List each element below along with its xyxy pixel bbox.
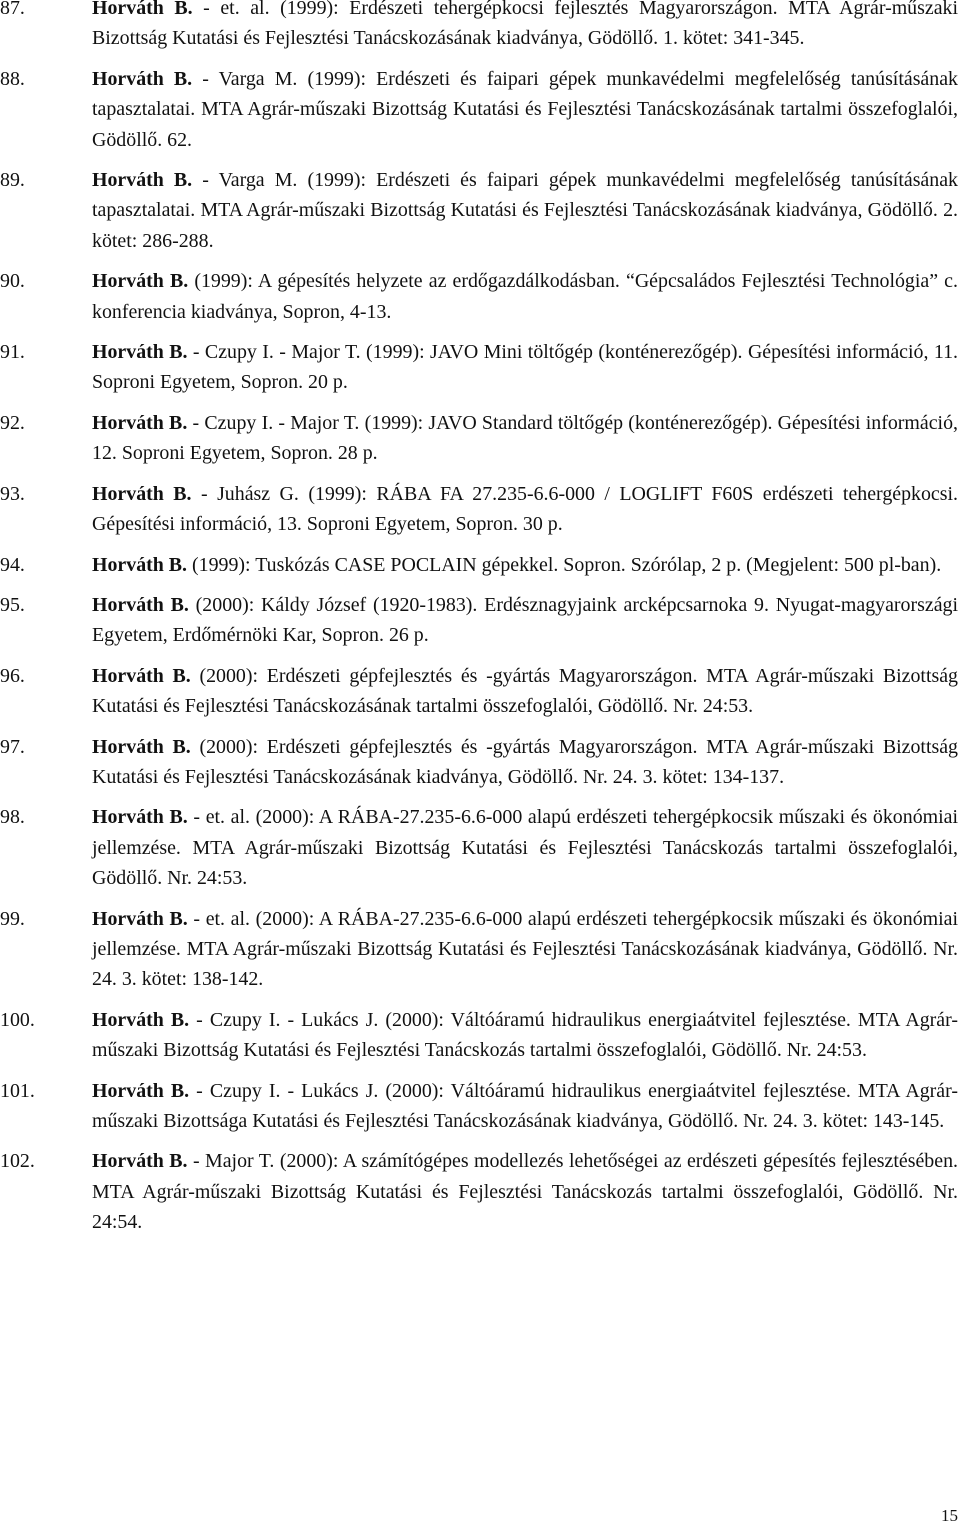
reference-author: Horváth B. (92, 169, 193, 192)
reference-item (0, 1005, 958, 1066)
reference-number: 98. (0, 806, 25, 829)
reference-author: Horváth B. (92, 1008, 190, 1031)
reference-text: - Czupy I. - Lukács J. (2000): Váltóáramú hidraulikus energiaátvitel fejlesztése. MTA Agrár-műszaki Bizottság Kutatási és Fejlesztési Tanácskozás tartalmi összefoglalói, Gödöllő. Nr. 24:53. (92, 1008, 958, 1062)
reference-author: Horváth B. (92, 341, 188, 364)
reference-author: Horváth B. (92, 907, 188, 930)
reference-number: 89. (0, 169, 25, 192)
reference-number: 97. (0, 735, 25, 758)
reference-author: Horváth B. (92, 0, 193, 19)
reference-number: 88. (0, 67, 25, 90)
reference-author: Horváth B. (92, 482, 192, 505)
reference-text: - Juhász G. (1999): RÁBA FA 27.235-6.6-000 / LOGLIFT F60S erdészeti tehergépkocsi. Gépesítési információ, 13. Soproni Egyetem, Sopron. 30 p. (92, 482, 959, 536)
reference-text: - Czupy I. - Major T. (1999): JAVO Standard töltőgép (konténerezőgép). Gépesítési információ, 12. Soproni Egyetem, Sopron. 28 p. (92, 411, 958, 465)
reference-number: 99. (0, 907, 25, 930)
reference-item (0, 266, 958, 327)
reference-item (0, 590, 958, 651)
reference-number: 90. (0, 270, 25, 293)
reference-author: Horváth B. (92, 593, 189, 616)
reference-item (0, 904, 958, 995)
page-number: 15 (941, 1506, 958, 1525)
reference-item (0, 802, 958, 893)
reference-author: Horváth B. (92, 270, 189, 293)
reference-number: 95. (0, 593, 25, 616)
reference-item (0, 1146, 958, 1237)
reference-number: 92. (0, 411, 25, 434)
reference-text: (2000): Káldy József (1920-1983). Erdésznagyjaink arcképcsarnoka 9. Nyugat-magyarországi Egyetem, Erdőmérnöki Kar, Sopron. 26 p. (92, 593, 958, 647)
reference-text: (2000): Erdészeti gépfejlesztés és -gyártás Magyarországon. MTA Agrár-műszaki Bizottság Kutatási és Fejlesztési Tanácskozásának tartalmi összefoglalói, Gödöllő. Nr. 24:53. (92, 664, 958, 718)
reference-item (0, 550, 958, 580)
reference-author: Horváth B. (92, 735, 191, 758)
reference-author: Horváth B. (92, 1079, 190, 1102)
reference-item (0, 661, 958, 722)
reference-number: 87. (0, 0, 25, 19)
reference-text: - Varga M. (1999): Erdészeti és faipari gépek munkavédelmi megfelelőség tanúsításának tapasztalatai. MTA Agrár-műszaki Bizottság Kutatási és Fejlesztési Tanácskozásának tartalmi összefoglalói, Gödöllő. 62. (92, 67, 958, 151)
reference-number: 101. (0, 1079, 35, 1102)
reference-author: Horváth B. (92, 67, 193, 90)
reference-author: Horváth B. (92, 411, 188, 434)
reference-author: Horváth B. (92, 806, 188, 829)
reference-text: - et. al. (2000): A RÁBA-27.235-6.6-000 alapú erdészeti tehergépkocsik műszaki és ökonómiai jellemzése. MTA Agrár-műszaki Bizottság Kutatási és Fejlesztési Tanácskozás tartalmi összefoglalói, Gödöllő. Nr. 24:53. (92, 806, 958, 890)
reference-number: 94. (0, 553, 25, 576)
reference-text: - Czupy I. - Lukács J. (2000): Váltóáramú hidraulikus energiaátvitel fejlesztése. MTA Agrár-műszaki Bizottsága Kutatási és Fejlesztési Tanácskozásának kiadványa, Gödöllő. Nr. 24. 3. kötet: 143-145. (92, 1079, 958, 1132)
reference-text: - et. al. (2000): A RÁBA-27.235-6.6-000 alapú erdészeti tehergépkocsik műszaki és ökonómiai jellemzése. MTA Agrár-műszaki Bizottság Kutatási és Fejlesztési Tanácskozásának kiadványa, Gödöllő. Nr. 24. 3. kötet: 138-142. (92, 907, 958, 991)
reference-author: Horváth B. (92, 664, 191, 687)
reference-item (0, 479, 958, 540)
reference-number: 102. (0, 1150, 35, 1173)
reference-text: - Czupy I. - Major T. (1999): JAVO Mini töltőgép (konténerezőgép). Gépesítési információ, 11. Soproni Egyetem, Sopron. 20 p. (92, 341, 958, 394)
reference-item (0, 337, 958, 398)
reference-item (0, 0, 958, 54)
reference-text: - Major T. (2000): A számítógépes modellezés lehetőségei az erdészeti gépesítés fejlesztésében. MTA Agrár-műszaki Bizottság Kutatási és Fejlesztési Tanácskozás tartalmi összefoglalói, Gödöllő. Nr. 24:54. (92, 1150, 958, 1234)
reference-number: 93. (0, 482, 25, 505)
reference-text: (1999): A gépesítés helyzete az erdőgazdálkodásban. “Gépcsaládos Fejlesztési Technológia” c. konferencia kiadványa, Sopron, 4-13. (92, 270, 958, 323)
reference-text: (1999): Tuskózás CASE POCLAIN gépekkel. Sopron. Szórólap, 2 p. (Megjelent: 500 pl-ban). (187, 553, 942, 576)
reference-author: Horváth B. (92, 1150, 188, 1173)
reference-text: - et. al. (1999): Erdészeti tehergépkocsi fejlesztés Magyarországon. MTA Agrár-műszaki Bizottság Kutatási és Fejlesztési Tanácskozásának kiadványa, Gödöllő. 1. kötet: 341-345. (92, 0, 958, 50)
reference-item (0, 408, 958, 469)
reference-number: 91. (0, 341, 25, 364)
reference-item (0, 64, 958, 155)
reference-number: 96. (0, 664, 25, 687)
reference-text: (2000): Erdészeti gépfejlesztés és -gyártás Magyarországon. MTA Agrár-műszaki Bizottság Kutatási és Fejlesztési Tanácskozásának kiadványa, Gödöllő. Nr. 24. 3. kötet: 134-137. (92, 735, 958, 788)
reference-number: 100. (0, 1008, 35, 1031)
reference-text: - Varga M. (1999): Erdészeti és faipari gépek munkavédelmi megfelelőség tanúsításának tapasztalatai. MTA Agrár-műszaki Bizottság Kutatási és Fejlesztési Tanácskozásának kiadványa, Gödöllő. 2. kötet: 286-288. (92, 169, 958, 252)
reference-item (0, 1076, 958, 1137)
reference-item (0, 732, 958, 793)
reference-item (0, 165, 958, 256)
reference-author: Horváth B. (92, 553, 188, 576)
